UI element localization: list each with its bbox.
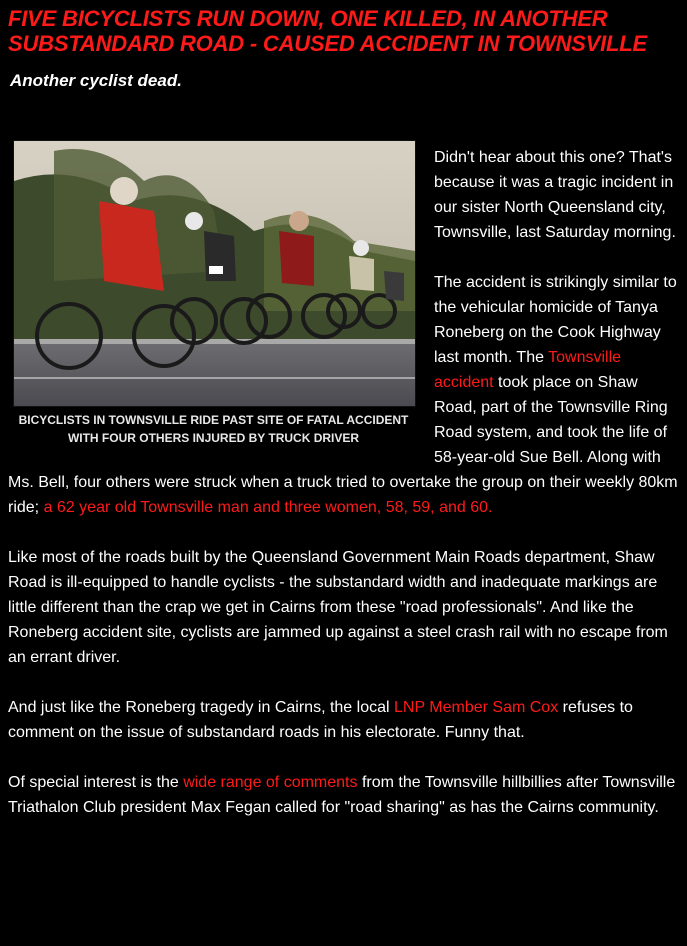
- figure-caption: BICYCLISTS IN TOWNSVILLE RIDE PAST SITE OF FATAL ACCIDENT WITH FOUR OTHERS INJURED BY TRUCK DRIVER: [18, 413, 409, 445]
- article-title: FIVE BICYCLISTS RUN DOWN, ONE KILLED, IN ANOTHER SUBSTANDARD ROAD - CAUSED ACCIDENT IN TOWNSVILLE: [8, 6, 647, 56]
- paragraph-text: Of special interest is the: [8, 774, 184, 791]
- paragraph-comments: [8, 770, 679, 820]
- paragraph-text: refuses to comment on the issue of substandard roads in his electorate. Funny that.: [8, 699, 633, 741]
- comments-link[interactable]: wide range of comments: [183, 774, 358, 791]
- townsville-accident-link[interactable]: Townsville accident: [434, 349, 622, 391]
- paragraph-text: from the Townsville hillbillies after Townsville Triathalon Club president Max Fegan called for "road sharing" as has the Cairns community.: [8, 774, 676, 816]
- paragraph-text: And just like the Roneberg tragedy in Cairns, the local: [8, 699, 394, 716]
- paragraph-member: [8, 695, 679, 745]
- victims-link[interactable]: a 62 year old Townsville man and three women, 58, 59, and 60.: [43, 499, 493, 516]
- paragraph-text: The accident is strikingly similar to the vehicular homicide of Tanya Roneberg on the Cook Highway last month. The: [434, 274, 677, 366]
- article-subtitle: Another cyclist dead.: [10, 71, 182, 90]
- lnp-member-link[interactable]: LNP Member Sam Cox: [394, 699, 559, 716]
- article-figure: [13, 140, 414, 447]
- paragraph-roads: Like most of the roads built by the Queensland Government Main Roads department, Shaw Road is ill-equipped to handle cyclists - the substandard width and inadequate markings are little different than the crap we get in Cairns from these "road professionals". And like the Roneberg accident site, cyclists are jammed up against a steel crash rail with no escape from an errant driver.: [8, 549, 668, 666]
- paragraph-text: took place on Shaw Road, part of the Townsville Ring Road system, and took the life of 58-year-old Sue Bell. Along with Ms. Bell, four others were struck when a truck tried to overtake the group on their weekly 80km ride;: [8, 374, 678, 516]
- paragraph-intro: Didn't hear about this one? That's because it was a tragic incident in our sister North Queensland city, Townsville, last Saturday morning.: [434, 149, 676, 241]
- cyclists-photo: [13, 140, 416, 407]
